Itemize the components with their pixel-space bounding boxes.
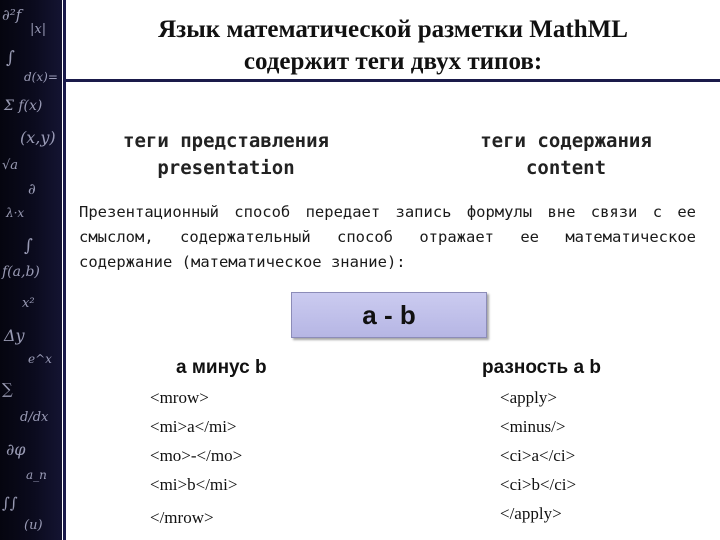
title-underline xyxy=(63,79,720,82)
slide-title xyxy=(66,14,720,78)
decorative-formula-strip: ∂²f |x| ∫ d(x)= Σ f(x) (x,y) √a ∂ λ·x ∫ f(a,b) x² Δy e^x ∑ d/dx ∂φ a_n ∫∫ (u) xyxy=(0,0,62,540)
description-text: Презентационный способ передает запись формулы вне связи с ее смыслом, содержательный способ отражает ее математическое содержание (математическое знание): xyxy=(79,203,696,271)
presentation-heading-ru: теги представления xyxy=(123,130,329,152)
content-heading-ru: теги содержания xyxy=(480,130,652,152)
presentation-code-line: </mrow> xyxy=(150,508,214,527)
content-code-line: </apply> xyxy=(500,504,562,523)
content-code-line: <minus/> xyxy=(500,417,566,436)
presentation-example-heading: а минус b xyxy=(176,357,267,378)
presentation-code-line: <mo>-</mo> xyxy=(150,446,243,465)
presentation-code-line: <mi>a</mi> xyxy=(150,417,237,436)
title-line-1: Язык математической разметки MathML xyxy=(158,16,628,43)
presentation-code-line: <mi>b</mi> xyxy=(150,475,238,494)
content-heading-en: content xyxy=(525,157,607,179)
expression-text: a - b xyxy=(362,299,416,330)
content-code-line: <apply> xyxy=(500,388,557,407)
content-example-heading: разность a b xyxy=(482,357,601,378)
presentation-heading-en: presentation xyxy=(157,157,295,179)
content-code-line: <ci>b</ci> xyxy=(500,475,577,494)
presentation-tags-heading xyxy=(96,128,356,182)
title-line-2: содержит теги двух типов: xyxy=(243,48,543,75)
content-tags-heading xyxy=(436,128,696,182)
expression-box xyxy=(291,292,487,338)
presentation-code-line: <mrow> xyxy=(150,388,209,407)
content-code-line: <ci>a</ci> xyxy=(500,446,576,465)
